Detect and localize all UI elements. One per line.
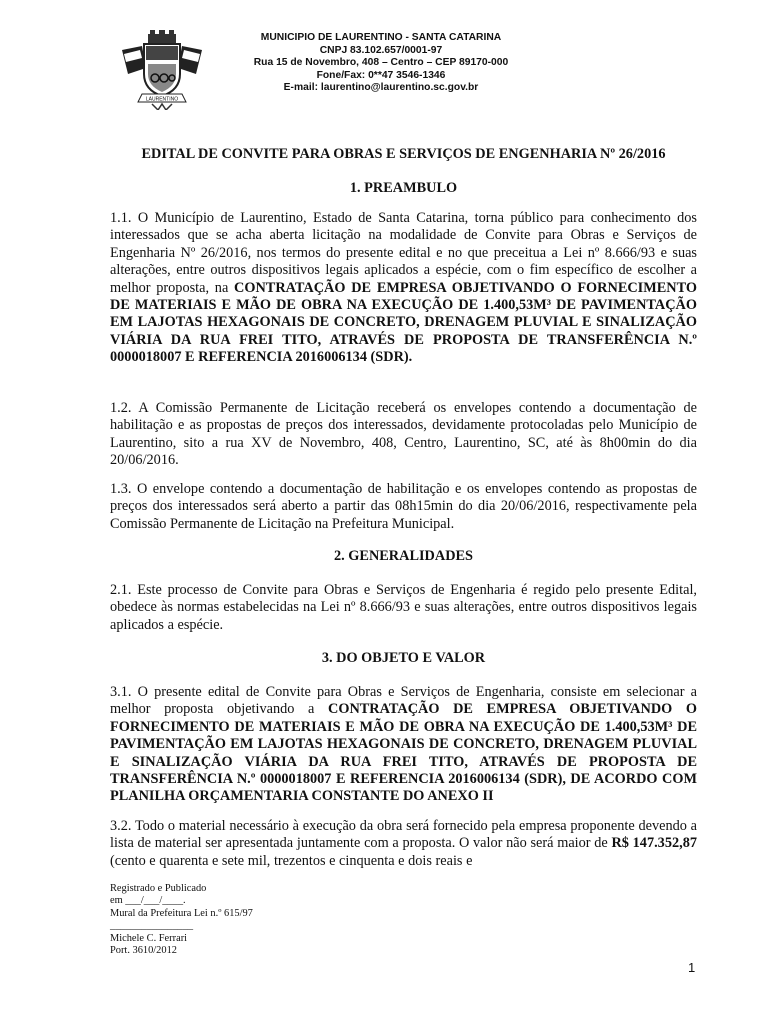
phone-fax: Fone/Fax: 0**47 3546-1346: [316, 69, 446, 81]
paragraph-2-1: 2.1. Este processo de Convite para Obras e Serviços de Engenharia é regido pelo presente Edital, obedece às normas estabelecidas na Lei nº 8.666/93 e suas alterações, entre outros dispositivos legais aplicados a espécie.: [110, 582, 697, 633]
footer-signer-name: Michele C. Ferrari: [110, 932, 188, 944]
cnpj: CNPJ 83.102.657/0001-97: [319, 44, 443, 56]
footer-portaria: Port. 3610/2012: [110, 945, 177, 957]
footer-mural: Mural da Prefeitura Lei n.º 615/97: [110, 907, 253, 919]
section-heading-preambulo: 1. PREAMBULO: [349, 180, 458, 196]
paragraph-1-3: 1.3. O envelope contendo a documentação de habilitação e os envelopes contendo as propostas de preços dos interessados será aberto a partir das 08h15min do dia 20/06/2016, respectivamente pela Comissão Permanente de Licitação na Prefeitura Municipal.: [110, 481, 697, 532]
paragraph-1-1: 1.1. O Município de Laurentino, Estado de Santa Catarina, torna público para conhecimento dos interessados que se acha aberta licitação na modalidade de Convite para Obras e Serviços de Engenharia Nº 26/2016, nos termos do presente edital e no que preceitua a Lei nº 8.666/93 e suas alterações, entre outros dispositivos legais aplicados a espécie, com o fim específico de escolher a melhor proposta, na CONTRATAÇÃO DE EMPRESA OBJETIVANDO O FORNECIMENTO DE MATERIAIS E MÃO DE OBRA NA EXECUÇÃO DE 1.400,53M³ DE PAVIMENTAÇÃO EM LAJOTAS HEXAGONAIS DE CONCRETO, DRENAGEM PLUVIAL E SINALIZAÇÃO VIÁRIA DA RUA FREI TITO, ATRAVÉS DE PROPOSTA DE TRANSFERÊNCIA N.º 0000018007 E REFERENCIA 2016006134 (SDR).: [110, 210, 697, 366]
paragraph-3-1: 3.1. O presente edital de Convite para Obras e Serviços de Engenharia, consiste em selecionar a melhor proposta objetivando a CONTRATAÇÃO DE EMPRESA OBJETIVANDO O FORNECIMENTO DE MATERIAIS E MÃO DE OBRA NA EXECUÇÃO DE 1.400,53M³ DE PAVIMENTAÇÃO EM LAJOTAS HEXAGONAIS DE CONCRETO, DRENAGEM PLUVIAL E SINALIZAÇÃO VIÁRIA DA RUA FREI TITO, ATRAVÉS DE PROPOSTA DE TRANSFERÊNCIA N.º 0000018007 E REFERENCIA 2016006134 (SDR), DE ACORDO COM PLANILHA ORÇAMENTARIA CONSTANTE DO ANEXO II: [110, 684, 697, 805]
letterhead: [108, 28, 668, 108]
footer-date-line: em ___/___/____.: [110, 895, 186, 907]
registration-footer: [110, 883, 253, 957]
section-heading-generalidades: 2. GENERALIDADES: [333, 548, 474, 564]
page-number: 1: [688, 960, 696, 975]
footer-signature-line: ________________: [110, 920, 194, 932]
paragraph-3-2: 3.2. Todo o material necessário à execução da obra será fornecido pela empresa proponente devendo a lista de material ser apresentada juntamente com a proposta. O valor não será maior de R$ 147.352,87 (cento e quarenta e sete mil, trezentos e cinquenta e dois reais e: [110, 818, 697, 869]
svg-text:LAURENTINO: LAURENTINO: [145, 96, 179, 103]
paragraph-1-2: 1.2. A Comissão Permanente de Licitação receberá os envelopes contendo a documentação de habilitação e as propostas de preços dos interessados, devidamente protocoladas pelo Município de Laurentino, sito a rua XV de Novembro, 408, Centro, Laurentino, SC, até às 8h00min do dia 20/06/2016.: [110, 400, 697, 469]
municipal-crest-icon: [108, 28, 216, 110]
letterhead-text: [216, 32, 546, 95]
address: Rua 15 de Novembro, 408 – Centro – CEP 89170-000: [253, 57, 509, 69]
footer-registered: Registrado e Publicado: [110, 883, 207, 894]
municipality-name: MUNICIPIO DE LAURENTINO - SANTA CATARINA: [260, 32, 502, 43]
document-title: EDITAL DE CONVITE PARA OBRAS E SERVIÇOS DE ENGENHARIA Nº 26/2016: [141, 146, 666, 162]
section-heading-objeto-valor: 3. DO OBJETO E VALOR: [321, 650, 486, 666]
email: E-mail: laurentino@laurentino.sc.gov.br: [283, 82, 479, 94]
